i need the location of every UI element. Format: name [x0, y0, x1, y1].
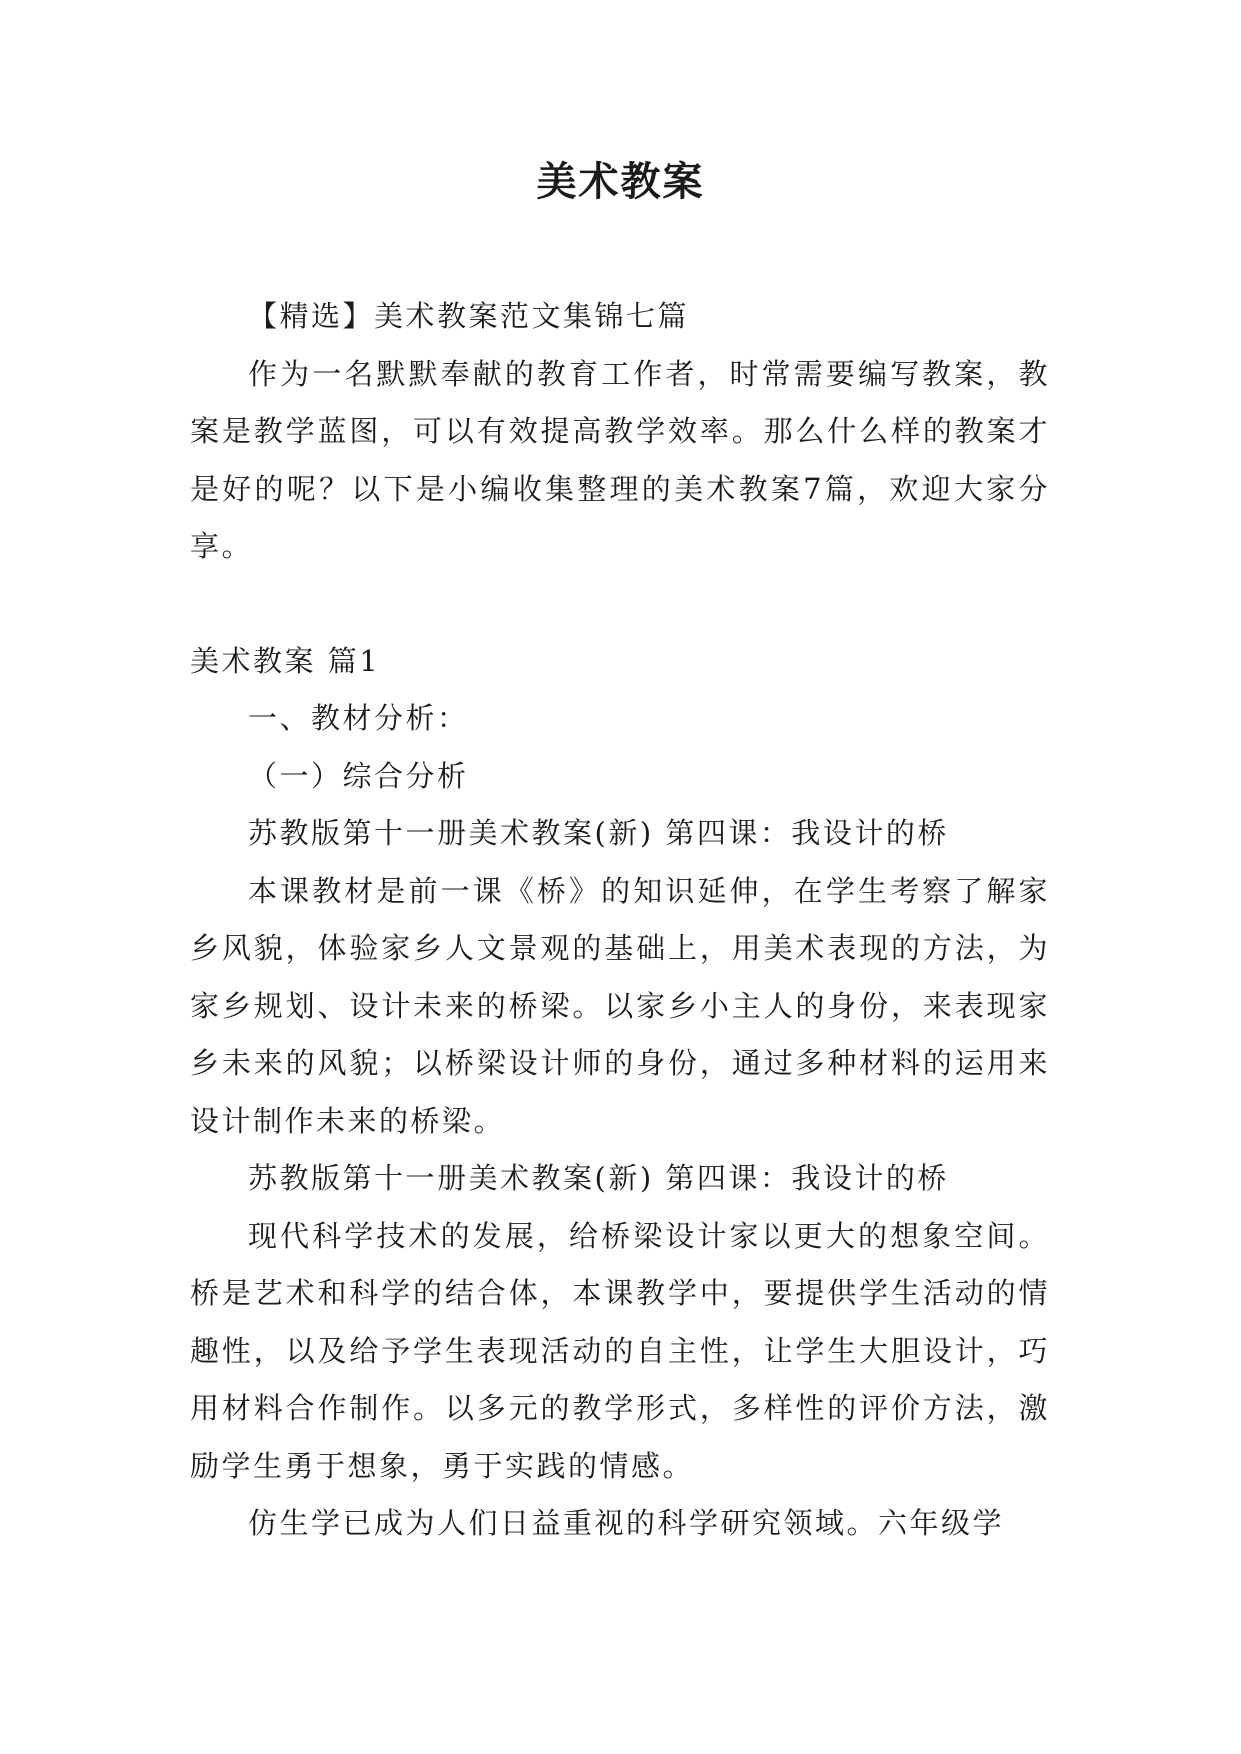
- paragraph: 现代科学技术的发展，给桥梁设计家以更大的想象空间。桥是艺术和科学的结合体，本课教学中，要提供学生活动的情趣性，以及给予学生表现活动的自主性，让学生大胆设计，巧用材料合作制作。以多元的教学形式，多样性的评价方法，激励学生勇于想象，勇于实践的情感。: [190, 1218, 1050, 1483]
- paragraph: 苏教版第十一册美术教案(新) 第四课：我设计的桥: [248, 1161, 949, 1195]
- document-subtitle: 【精选】美术教案范文集锦七篇: [248, 299, 690, 333]
- intro-paragraph: 作为一名默默奉献的教育工作者，时常需要编写教案，教案是教学蓝图，可以有效提高教学效率。那么什么样的教案才是好的呢？以下是小编收集整理的美术教案7篇，欢迎大家分享。: [190, 356, 1050, 563]
- paragraph: 仿生学已成为人们日益重视的科学研究领域。六年级学: [248, 1506, 1005, 1540]
- document-title: 美术教案: [536, 159, 705, 205]
- paragraph: 本课教材是前一课《桥》的知识延伸，在学生考察了解家乡风貌，体验家乡人文景观的基础上，用美术表现的方法，为家乡规划、设计未来的桥梁。以家乡小主人的身份，来表现家乡未来的风貌；以桥梁设计师的身份，通过多种材料的运用来设计制作未来的桥梁。: [190, 873, 1050, 1138]
- paragraph: （一）综合分析: [248, 758, 469, 793]
- paragraph: 苏教版第十一册美术教案(新) 第四课：我设计的桥: [248, 816, 949, 850]
- paragraph: 一、教材分析：: [248, 701, 469, 735]
- section-heading: 美术教案 篇1: [190, 643, 381, 678]
- document-body: [190, 288, 1050, 1553]
- section-spacer: [190, 576, 1050, 633]
